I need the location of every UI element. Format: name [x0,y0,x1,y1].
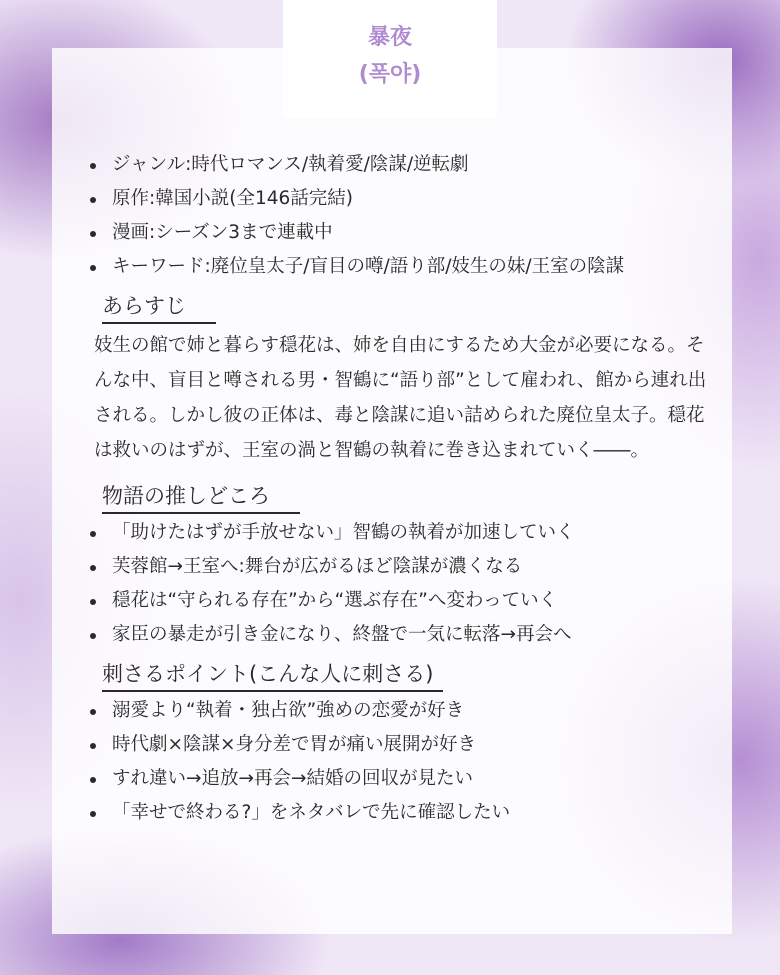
points-heading: 刺さるポイント(こんな人に刺さる) [102,658,443,692]
highlights-list [88,516,728,652]
synopsis-text: 妓生の館で姉と暮らす穏花は、姉を自由にするため大金が必要になる。そんな中、盲目と噂される男・智鶴に“語り部”として雇われ、館から連れ出される。しかし彼の正体は、毒と陰謀に追い詰められた廃位皇太子。穏花は救いのはずが、王室の渦と智鶴の執着に巻き込まれていく――。 [94,335,707,461]
list-item: 漫画:シーズン3まで連載中 [88,216,728,250]
list-item: ジャンル:時代ロマンス/執着愛/陰謀/逆転劇 [88,148,728,182]
list-item: 時代劇×陰謀×身分差で胃が痛い展開が好き [88,728,728,762]
info-list [88,148,728,284]
points-list [88,694,728,830]
list-item: 原作:韓国小説(全146話完結) [88,182,728,216]
list-item: 穏花は“守られる存在”から“選ぶ存在”へ変わっていく [88,584,728,618]
page-subtitle: (폭야) [358,62,422,87]
list-item: 「助けたはずが手放せない」智鶴の執着が加速していく [88,516,728,550]
list-item: キーワード:廃位皇太子/盲目の噂/語り部/妓生の妹/王室の陰謀 [88,250,712,284]
highlights-heading: 物語の推しどころ [102,480,300,514]
list-item: 「幸せで終わる?」をネタバレで先に確認したい [88,796,728,830]
list-item: 溺愛より“執着・独占欲”強めの恋愛が好き [88,694,728,728]
page-title: 暴夜 [367,24,412,50]
synopsis-heading: あらすじ [102,290,216,324]
list-item: すれ違い→追放→再会→結婚の回収が見たい [88,762,728,796]
list-item: 芙蓉館→王室へ:舞台が広がるほど陰謀が濃くなる [88,550,728,584]
content [88,148,728,830]
title-box [283,0,497,118]
list-item: 家臣の暴走が引き金になり、終盤で一気に転落→再会へ [88,618,728,652]
